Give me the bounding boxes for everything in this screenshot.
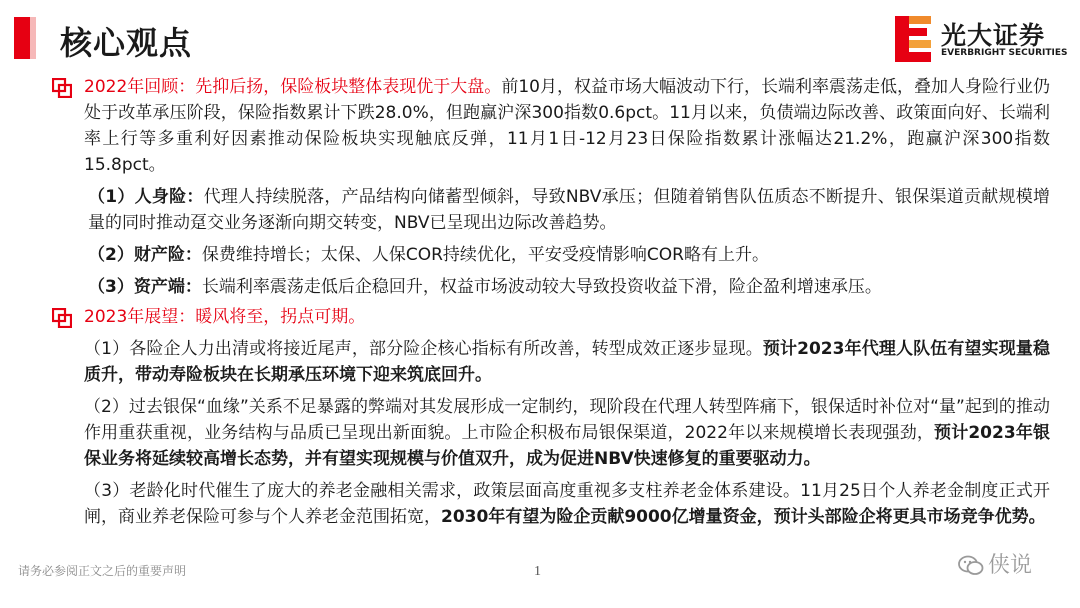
- item-text: （3）老龄化时代催生了庞大的养老金融相关需求，政策层面高度重视多支柱养老金体系建设。11月25日个人养老金制度正式开闸，商业养老保险可参与个人养老金范围拓宽，: [84, 481, 1050, 527]
- item-text: 代理人持续脱落，产品结构向储蓄型倾斜，导致NBV承压；但随着销售队伍质态不断提升、银保渠道贡献规模增量的同时推动趸交业务逐渐向期交转变，NBV已呈现出边际改善趋势。: [88, 187, 1050, 233]
- list-item: [50, 184, 1050, 236]
- everbright-logo-icon: [893, 14, 935, 64]
- item-label: （1）人身险：: [88, 187, 204, 207]
- section-2022-review: [50, 74, 1050, 178]
- title-accent-bar: [14, 17, 30, 59]
- main-content: [50, 74, 1050, 530]
- square-bullet-icon: [52, 78, 72, 98]
- square-bullet-icon: [52, 308, 72, 328]
- item-text: 保费维持增长；太保、人保COR持续优化，平安受疫情影响COR略有上升。: [201, 245, 769, 265]
- item-text: 长端利率震荡走低后企稳回升，权益市场波动较大导致投资收益下滑，险企盈利增速承压。: [201, 277, 882, 297]
- everbright-logo: [893, 14, 1068, 64]
- item-bold-text: 2030年有望为险企贡献9000亿增量资金，预计头部险企将更具市场竞争优势。: [441, 507, 1046, 527]
- item-label: （3）资产端：: [88, 277, 202, 297]
- logo-chinese-name: 光大证券: [941, 21, 1046, 50]
- watermark: [958, 548, 1032, 579]
- wechat-icon: [958, 555, 984, 577]
- watermark-text: 侠说: [988, 553, 1033, 578]
- list-item: [50, 394, 1050, 472]
- title-accent-bar-light: [30, 17, 36, 59]
- logo-english-name: EVERBRIGHT SECURITIES: [941, 48, 1068, 58]
- item-bold-text: 预计2023年代理人队伍有望实现量稳质升，带动寿险板块在长期承压环境下迎来筑底回升。: [84, 339, 1050, 385]
- item-text: （2）过去银保“血缘”关系不足暴露的弊端对其发展形成一定制约，现阶段在代理人转型阵痛下，银保适时补位对“量”起到的推动作用重获重视，业务结构与品质已呈现出新面貌。上市险企积极布局银保渠道，2022年以来规模增长表现强劲，: [84, 397, 1050, 443]
- section-text: 前10月，权益市场大幅波动下行，长端利率震荡走低，叠加人身险行业仍处于改革承压阶段，保险指数累计下跌28.0%，但跑赢沪深300指数0.6pct。11月以来，负债端边际改善、政策面向好、长端利率上行等多重利好因素推动保险板块实现触底反弹，11月1日-12月23日保险指数累计涨幅达21.2%，跑赢沪深300指数15.8pct。: [84, 77, 1050, 175]
- list-item: [50, 478, 1050, 530]
- item-label: （2）财产险：: [88, 245, 202, 265]
- section-heading: 2023年展望：暖风将至，拐点可期。: [84, 307, 366, 327]
- page-number: 1: [534, 564, 541, 579]
- list-item: [50, 242, 1050, 268]
- section-2023-outlook: [50, 304, 1050, 330]
- list-item: [50, 274, 1050, 300]
- item-text: （1）各险企人力出清或将接近尾声，部分险企核心指标有所改善，转型成效正逐步显现。: [84, 339, 763, 359]
- item-bold-text: 预计2023年银保业务将延续较高增长态势，并有望实现规模与价值双升，成为促进NBV快速修复的重要驱动力。: [84, 423, 1050, 469]
- list-item: [50, 336, 1050, 388]
- section-heading: 2022年回顾：先抑后扬，保险板块整体表现优于大盘。: [84, 77, 502, 97]
- page-title: 核心观点: [60, 24, 193, 62]
- disclaimer-note: 请务必参阅正文之后的重要声明: [18, 564, 187, 578]
